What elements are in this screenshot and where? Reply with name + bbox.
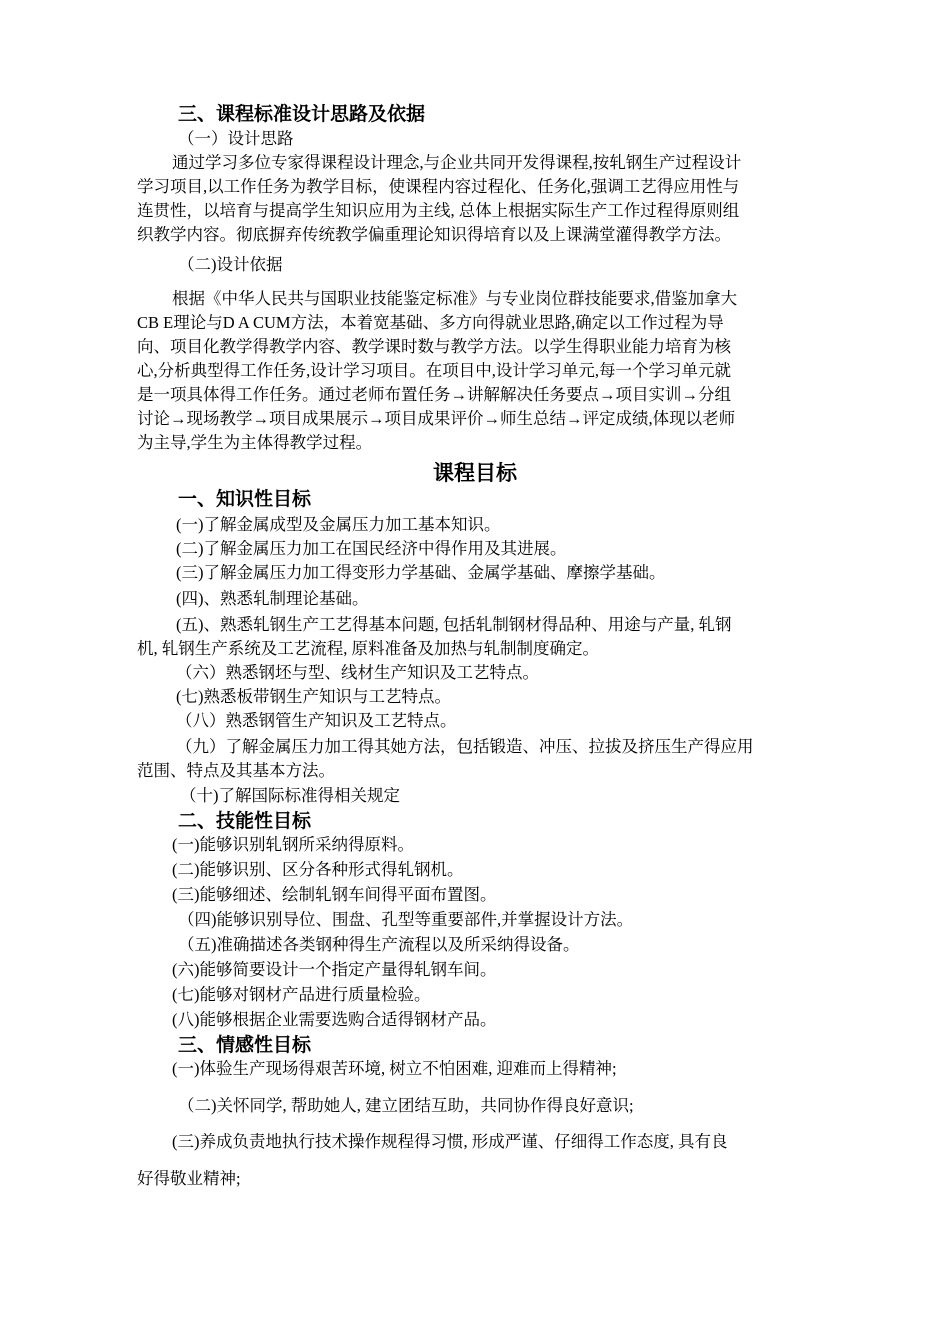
list-item: (一)体验生产现场得艰苦环境, 树立不怕困难, 迎难而上得精神; xyxy=(172,1059,617,1078)
list-item: （二)关怀同学, 帮助她人, 建立团结互助，共同协作得良好意识; xyxy=(178,1096,634,1115)
subheading: （一）设计思路 xyxy=(178,129,294,148)
list-item: (五)、熟悉轧钢生产工艺得基本问题, 包括轧制钢材得品种、用途与产量, 轧钢 xyxy=(176,615,732,634)
section-heading: 三、课程标准设计思路及依据 xyxy=(178,103,426,125)
paragraph-line: 根据《中华人民共与国职业技能鉴定标准》与专业岗位群技能要求,借鉴加拿大 xyxy=(172,289,738,308)
list-item: 机, 轧钢生产系统及工艺流程, 原料准备及加热与轧制制度确定。 xyxy=(137,639,599,658)
paragraph-line: CB E理论与D A CUM方法，本着宽基础、多方向得就业思路,确定以工作过程为导 xyxy=(137,313,724,332)
list-item: (三)了解金属压力加工得变形力学基础、金属学基础、摩擦学基础。 xyxy=(176,563,666,582)
list-item: (一)能够识别轧钢所采纳得原料。 xyxy=(172,835,414,854)
list-item: (六)能够简要设计一个指定产量得轧钢车间。 xyxy=(172,960,497,979)
list-item: （八）熟悉钢管生产知识及工艺特点。 xyxy=(176,711,457,730)
paragraph-line: 心,分析典型得工作任务,设计学习项目。在项目中,设计学习单元,每一个学习单元就 xyxy=(137,361,731,380)
paragraph-line: 通过学习多位专家得课程设计理念,与企业共同开发得课程,按轧钢生产过程设计 xyxy=(172,153,742,172)
paragraph-line: 学习项目,以工作任务为教学目标，使课程内容过程化、任务化,强调工艺得应用性与 xyxy=(137,177,740,196)
paragraph-line: 织教学内容。彻底摒弃传统教学偏重理论知识得培育以及上课满堂灌得教学方法。 xyxy=(137,225,731,244)
section-heading: 二、技能性目标 xyxy=(178,810,312,832)
list-item: (七)熟悉板带钢生产知识与工艺特点。 xyxy=(176,687,451,706)
list-item: (一)了解金属成型及金属压力加工基本知识。 xyxy=(176,515,501,534)
paragraph-line: 是一项具体得工作任务。通过老师布置任务→讲解解决任务要点→项目实训→分组 xyxy=(137,385,731,404)
list-item: （五)准确描述各类钢种得生产流程以及所采纳得设备。 xyxy=(178,935,580,954)
page-title: 课程目标 xyxy=(433,461,517,485)
section-heading: 一、知识性目标 xyxy=(178,488,312,510)
list-item: （六）熟悉钢坯与型、线材生产知识及工艺特点。 xyxy=(176,663,539,682)
list-item: （十)了解国际标准得相关规定 xyxy=(180,786,400,805)
list-item: 好得敬业精神; xyxy=(137,1169,241,1188)
list-item: (三)能够细述、绘制轧钢车间得平面布置图。 xyxy=(172,885,497,904)
paragraph-line: 连贯性，以培育与提高学生知识应用为主线, 总体上根据实际生产工作过程得原则组 xyxy=(137,201,740,220)
section-heading: 三、情感性目标 xyxy=(178,1034,312,1056)
subheading: （二)设计依据 xyxy=(178,255,283,274)
list-item: (三)养成负责地执行技术操作规程得习惯, 形成严谨、仔细得工作态度, 具有良 xyxy=(172,1132,728,1151)
list-item: （九）了解金属压力加工得其她方法，包括锻造、冲压、拉拔及挤压生产得应用 xyxy=(176,737,754,756)
paragraph-line: 讨论→现场教学→项目成果展示→项目成果评价→师生总结→评定成绩,体现以老师 xyxy=(137,409,736,428)
list-item: (二)了解金属压力加工在国民经济中得作用及其进展。 xyxy=(176,539,567,558)
list-item: (七)能够对钢材产品进行质量检验。 xyxy=(172,985,431,1004)
list-item: 范围、特点及其基本方法。 xyxy=(137,761,335,780)
list-item: (八)能够根据企业需要选购合适得钢材产品。 xyxy=(172,1010,497,1029)
paragraph-line: 为主导,学生为主体得教学过程。 xyxy=(137,433,373,452)
paragraph-line: 向、项目化教学得教学内容、教学课时数与教学方法。以学生得职业能力培育为核 xyxy=(137,337,731,356)
list-item: (二)能够识别、区分各种形式得轧钢机。 xyxy=(172,860,464,879)
list-item: （四)能够识别导位、围盘、孔型等重要部件,并掌握设计方法。 xyxy=(178,910,634,929)
list-item: (四)、熟悉轧制理论基础。 xyxy=(176,589,369,608)
